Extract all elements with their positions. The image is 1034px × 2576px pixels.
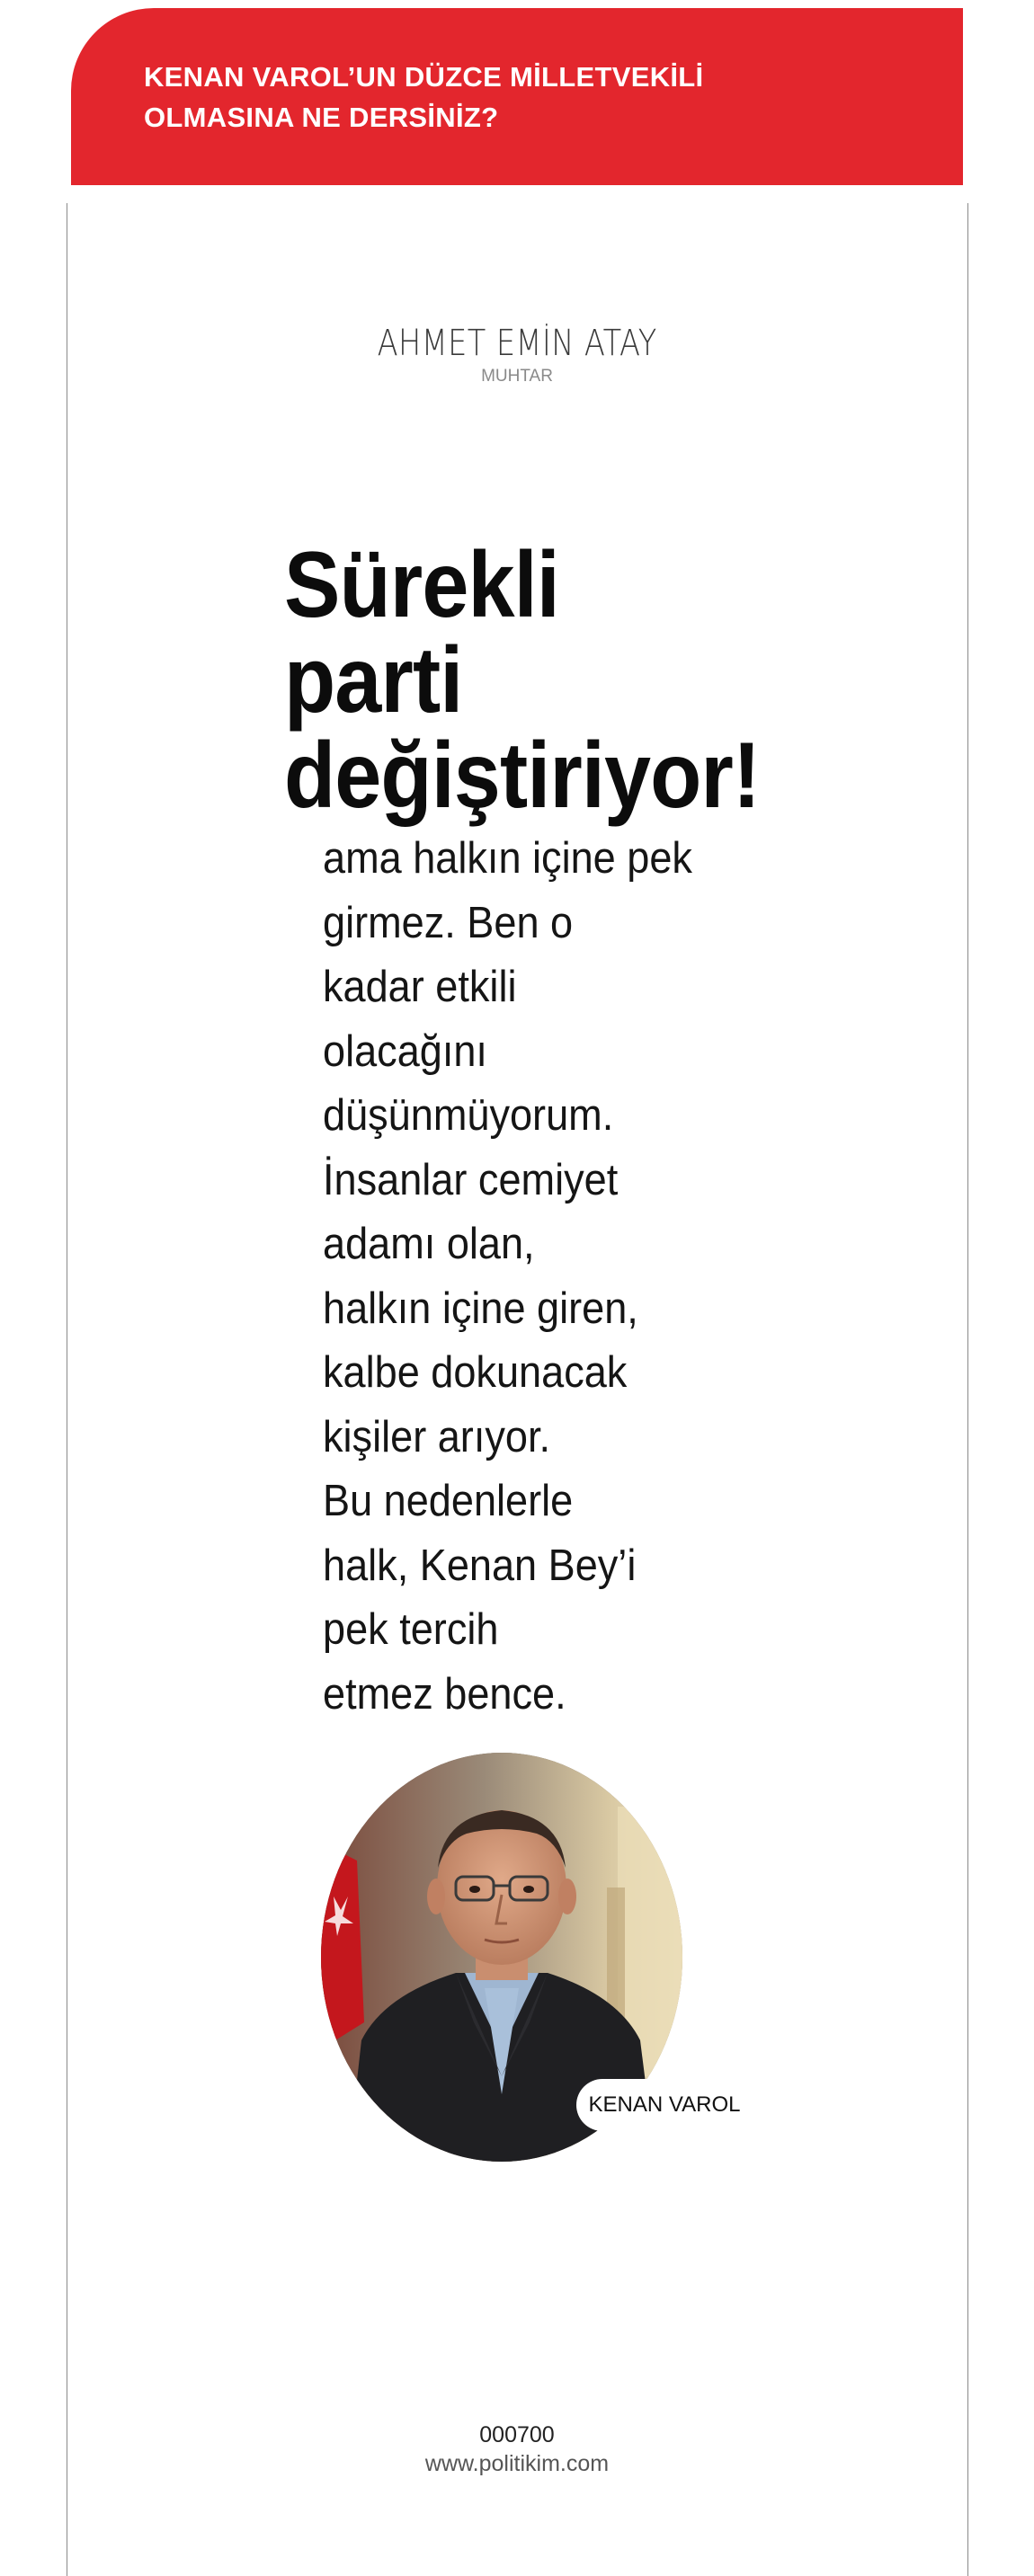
author-block [0, 322, 1034, 386]
author-role: MUHTAR [481, 367, 553, 386]
article-quote: ama halkın içine pek girmez. Ben o kadar etkili olacağını düşünmüyorum. İnsanlar cemiyet adamı olan, halkın içine giren, kalbe dokunacak kişiler arıyor. Bu nedenlerle halk, Kenan Bey’i pek tercih etmez bence. [323, 834, 692, 1719]
article-headline: Sürekli parti değiştiriyor! [284, 533, 761, 828]
author-name: AHMET EMİN ATAY [377, 323, 657, 364]
banner-title: KENAN VAROL’UN DÜZCE MİLLETVEKİLİ OLMASINA NE DERSİNİZ? [144, 61, 704, 133]
photo-caption: KENAN VAROL [576, 2079, 753, 2131]
footer-code: 000700 [479, 2422, 555, 2447]
footer-url[interactable]: www.politikim.com [424, 2451, 610, 2476]
footer [0, 2421, 1034, 2478]
header-banner [71, 8, 963, 185]
